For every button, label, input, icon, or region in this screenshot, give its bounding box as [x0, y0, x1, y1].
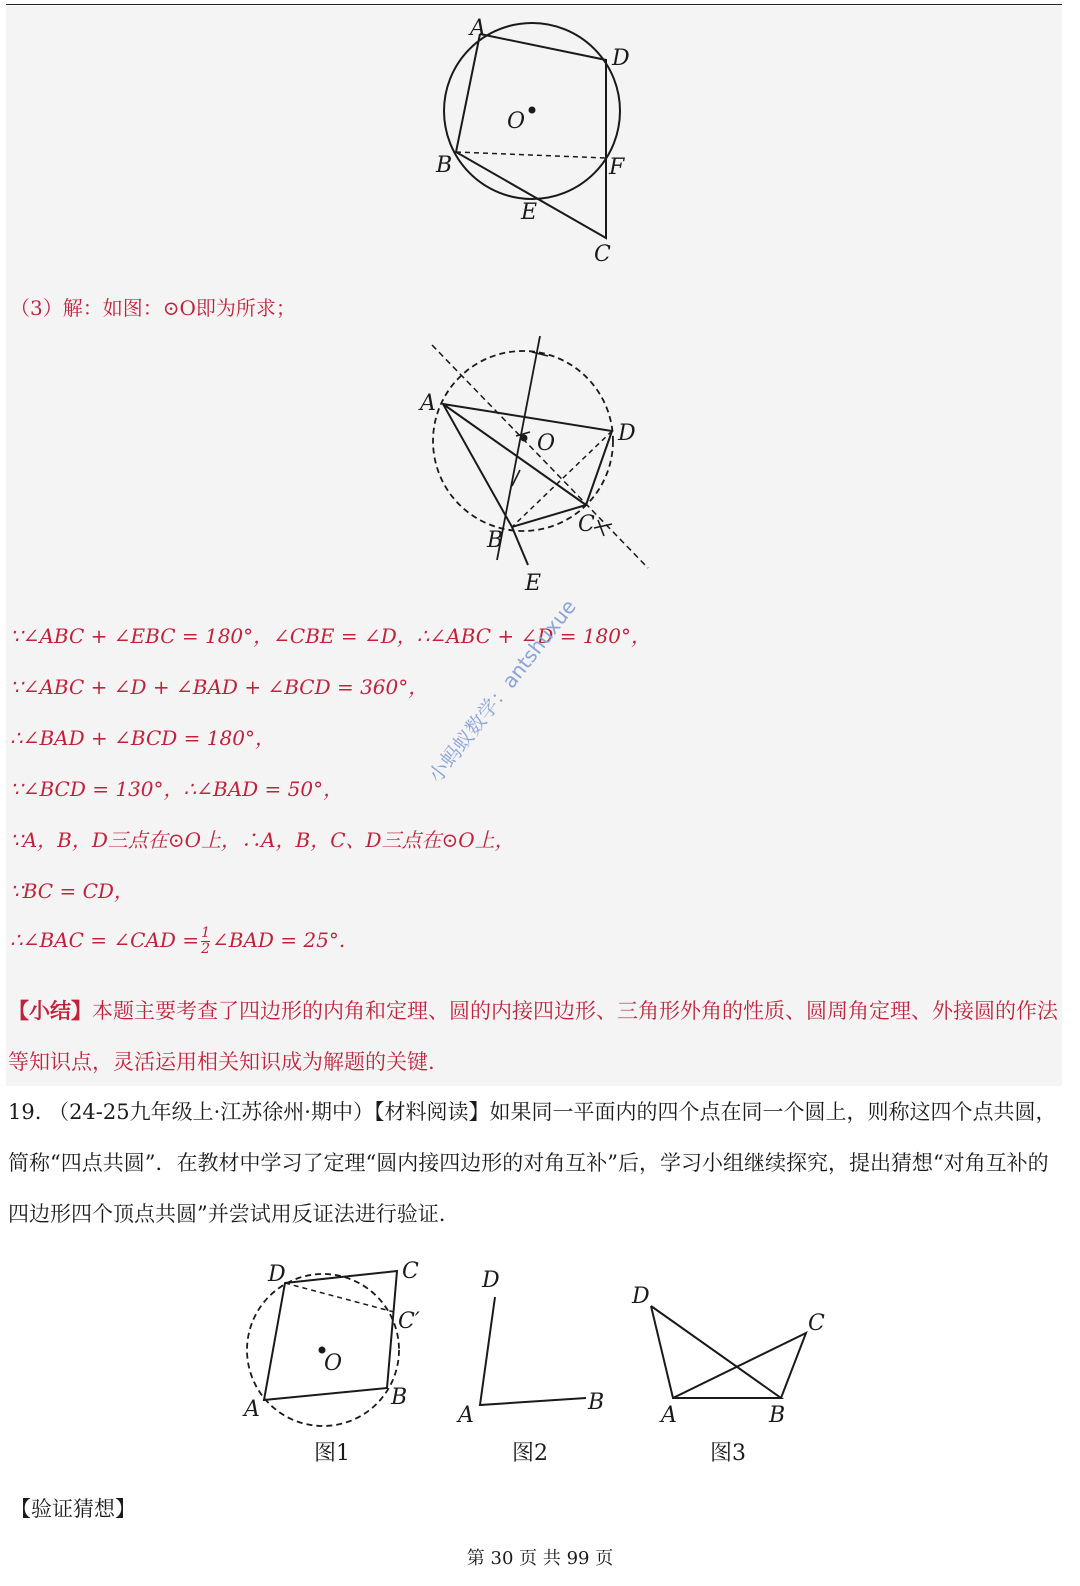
final-before: ∴∠BAC = ∠CAD =	[10, 928, 200, 952]
label-D: D	[482, 1268, 500, 1293]
label-E: E	[521, 200, 538, 225]
label-D: D	[268, 1262, 286, 1287]
label-B: B	[487, 528, 504, 553]
final-after: ∠BAD = 25°.	[211, 928, 346, 952]
label-A: A	[470, 16, 486, 41]
label-B: B	[391, 1385, 408, 1410]
label-C: C	[402, 1259, 419, 1284]
figure-construction	[415, 330, 665, 600]
figure-1	[238, 1255, 428, 1475]
top-rule	[6, 4, 1062, 5]
figure-1-caption: 图1	[314, 1441, 350, 1466]
label-D: D	[612, 46, 630, 71]
label-O: O	[324, 1351, 343, 1376]
proof-line-4: ∵∠BCD = 130°，∴∠BAD = 50°，	[10, 777, 344, 801]
figure-2-caption: 图2	[512, 1441, 548, 1466]
label-D: D	[632, 1284, 650, 1309]
problem-19-text: 19. （24-25九年级上·江苏徐州·期中）【材料阅读】如果同一平面内的四个点在同一个圆上，则称这四个点共圆，简称“四点共圆”．在教材中学习了定理“圆内接四边形的对角互补”后，学习小组继续探究，提出猜想“对角互补的四边形四个顶点共圆”并尝试用反证法进行验证.	[8, 1100, 1057, 1226]
label-A: A	[420, 391, 436, 416]
label-E: E	[525, 571, 542, 596]
proof-line-5: ∵A，B，D三点在⊙O上，∴A，B，C、D三点在⊙O上，	[10, 828, 515, 852]
label-C: C	[594, 242, 611, 267]
figure-2	[455, 1260, 615, 1475]
figure-top-quadrilateral	[420, 10, 660, 280]
label-O: O	[537, 431, 556, 456]
label-D: D	[618, 421, 636, 446]
label-A: A	[244, 1397, 260, 1422]
label-B: B	[769, 1403, 786, 1428]
label-C-prime: C′	[398, 1309, 420, 1334]
label-B: B	[588, 1390, 605, 1415]
page-footer: 第 30 页 共 99 页	[466, 1548, 614, 1569]
proof-final-line	[10, 926, 345, 957]
watermark: 小蚂蚁数学：antshuxue	[423, 594, 581, 788]
summary-text: 本题主要考查了四边形的内角和定理、圆的内接四边形、三角形外角的性质、圆周角定理、外接圆的作法等知识点，灵活运用相关知识成为解题的关键.	[8, 999, 1058, 1074]
summary-paragraph	[8, 985, 1064, 1088]
label-C: C	[808, 1311, 825, 1336]
verify-heading: 【验证猜想】	[10, 1497, 136, 1521]
proof-line-1: ∵∠ABC + ∠EBC = 180°，∠CBE = ∠D，∴∠ABC + ∠D = 180°，	[10, 624, 651, 648]
figure-3-caption: 图3	[710, 1441, 746, 1466]
solution-heading: （3）解：如图：⊙O即为所求；	[10, 296, 296, 320]
fraction-one-half	[201, 926, 210, 957]
label-A: A	[661, 1403, 677, 1428]
figure-3	[625, 1275, 830, 1475]
summary-tag: 【小结】	[8, 998, 92, 1023]
label-A: A	[458, 1403, 474, 1428]
label-O: O	[507, 109, 526, 134]
proof-line-6: ∵BC = CD，	[10, 879, 134, 903]
label-B: B	[436, 153, 453, 178]
fraction-num: 1	[201, 925, 210, 941]
fraction-den: 2	[201, 941, 210, 957]
proof-line-2: ∵∠ABC + ∠D + ∠BAD + ∠BCD = 360°，	[10, 675, 429, 699]
label-C: C	[578, 512, 595, 537]
label-F: F	[609, 155, 625, 180]
proof-line-3: ∴∠BAD + ∠BCD = 180°，	[10, 726, 275, 750]
